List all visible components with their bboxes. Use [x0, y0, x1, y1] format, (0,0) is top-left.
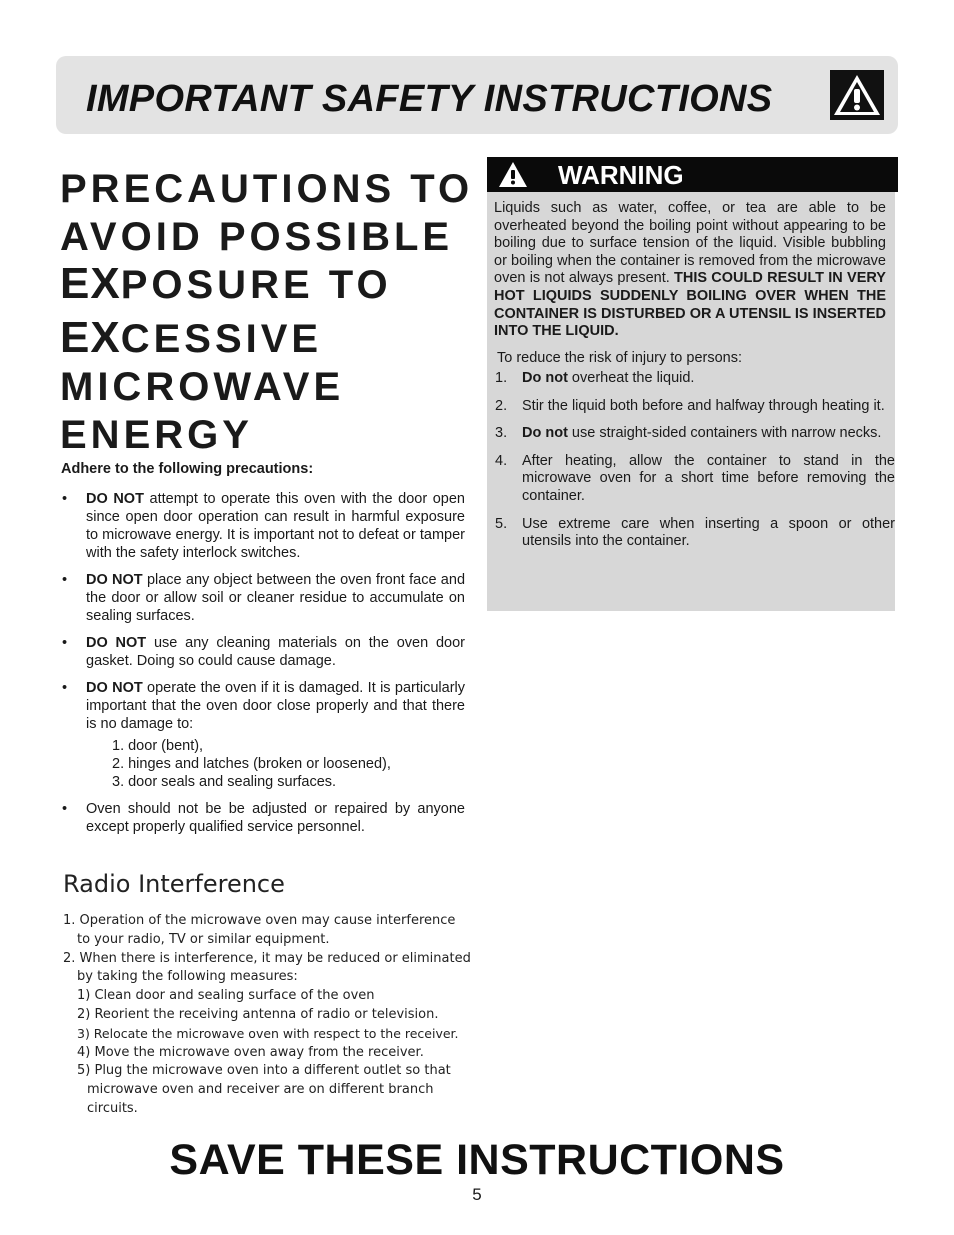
save-instructions-footer: SAVE THESE INSTRUCTIONS — [169, 1136, 785, 1184]
radio-line: circuits. — [87, 1100, 138, 1116]
warning-reduce-risk: To reduce the risk of injury to persons: — [497, 350, 743, 366]
warning-triangle-icon — [498, 161, 528, 188]
precautions-intro: Adhere to the following precautions: — [61, 461, 314, 477]
radio-line: microwave oven and receiver are on different branch — [87, 1082, 434, 1098]
warning-header — [487, 157, 898, 192]
bullet: • — [62, 572, 68, 588]
page-title: IMPORTANT SAFETY INSTRUCTIONS — [86, 78, 773, 120]
radio-line: 2) Reorient the receiving antenna of radio or television. — [77, 1006, 439, 1022]
radio-interference-list — [63, 912, 471, 1119]
warning-triangle-icon — [830, 70, 884, 120]
heading-line: MICROWAVE — [60, 365, 345, 409]
warning-box — [487, 192, 895, 611]
radio-interference-title: Radio Interference — [63, 870, 285, 898]
list-item: • DO NOT operate the oven if it is damaged. It is particularly important that the oven door close properly and that there is no damage to: 1. door (bent), 2. hinges and latches (broken or loosened), 3. door seals and sealing surfaces. — [62, 680, 465, 790]
list-item: • Oven should not be be adjusted or repaired by anyone except properly qualified service personnel. — [62, 801, 465, 835]
precautions-list — [60, 490, 465, 845]
warning-steps — [495, 370, 895, 561]
damage-item: 3. door seals and sealing surfaces. — [112, 774, 337, 790]
damage-list — [86, 737, 465, 791]
warning-label: WARNING — [558, 160, 684, 190]
heading-line: PRECAUTIONS TO — [60, 167, 474, 211]
heading-line: AVOID POSSIBLE — [60, 215, 454, 259]
list-item: 4. After heating, allow the container to stand in the microwave oven for a short time before removing the container. — [495, 452, 895, 504]
heading-line: EXPOSURE TO — [60, 259, 392, 308]
list-item: 2. Stir the liquid both before and halfway through heating it. — [495, 397, 885, 414]
list-item: 5. Use extreme care when inserting a spoon or other utensils into the container. — [495, 515, 895, 550]
list-item: • DO NOT attempt to operate this oven with the door open since open door operation can result in harmful exposure to microwave energy. It is important not to defeat or tamper with the safety interlock switches. — [62, 491, 465, 561]
precautions-heading — [60, 164, 480, 458]
radio-line: 1) Clean door and sealing surface of the oven — [77, 988, 375, 1004]
list-item: • DO NOT place any object between the oven front face and the door or allow soil or cleaner residue to accumulate on sealing surfaces. — [62, 572, 466, 624]
header-banner — [56, 56, 898, 134]
list-item: 1. Do not overheat the liquid. — [495, 370, 695, 386]
warning-paragraph: Liquids such as water, coffee, or tea are able to be overheated beyond the boiling point without appearing to be boiling due to surface tension of the liquid. Visible bubbling or boiling when the container is removed from the microwave oven is not always present. THIS COULD RESULT IN VERY HOT LIQUIDS SUDDENLY BOILING OVER WHEN THE CONTAINER IS DISTURBED OR A UTENSIL IS INSERTED INTO THE LIQUID. — [494, 200, 886, 340]
bullet: • — [62, 635, 68, 651]
list-item: • DO NOT use any cleaning materials on the oven door gasket. Doing so could cause damage. — [62, 635, 465, 669]
damage-item: 2. hinges and latches (broken or loosened), — [112, 756, 391, 772]
radio-line: 2. When there is interference, it may be reduced or eliminated — [63, 950, 471, 966]
page-number: 5 — [472, 1185, 482, 1204]
list-item: 3. Do not use straight-sided containers with narrow necks. — [495, 425, 882, 442]
radio-line: 5) Plug the microwave oven into a different outlet so that — [77, 1063, 451, 1079]
radio-line: 1. Operation of the microwave oven may cause interference — [63, 913, 456, 928]
bullet: • — [62, 680, 68, 696]
heading-line: EXCESSIVE — [60, 313, 323, 362]
heading-line: ENERGY — [60, 413, 253, 457]
radio-line: 3) Relocate the microwave oven with respect to the receiver. — [77, 1025, 459, 1041]
bullet: • — [62, 801, 68, 817]
bullet: • — [62, 491, 68, 507]
damage-item: 1. door (bent), — [112, 738, 204, 754]
radio-line: 4) Move the microwave oven away from the receiver. — [77, 1044, 424, 1060]
radio-line: to your radio, TV or similar equipment. — [77, 931, 330, 947]
radio-line: by taking the following measures: — [77, 969, 298, 985]
